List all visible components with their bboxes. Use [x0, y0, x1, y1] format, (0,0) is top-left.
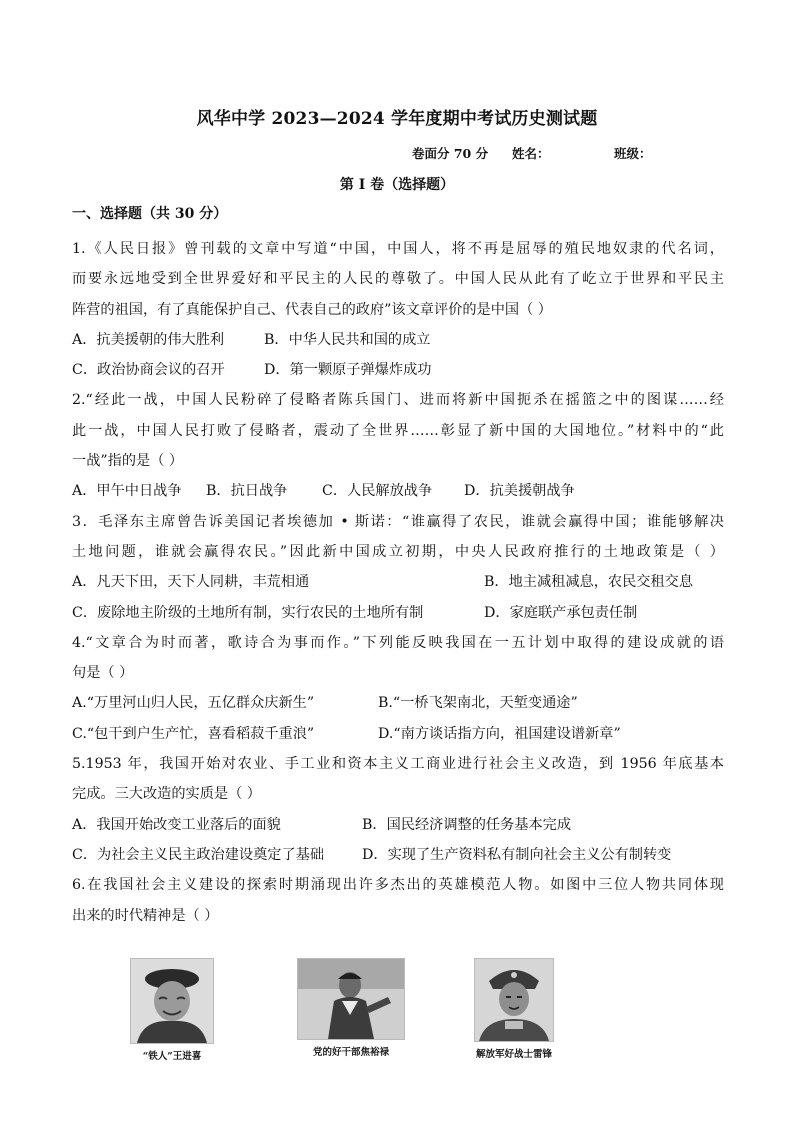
question-1-option-d: D．第一颗原子弹爆炸成功 [264, 362, 432, 379]
question-6-line-1: 6.在我国社会主义建设的探索时期涌现出许多杰出的英雄模范人物。如图中三位人物共同体现 [72, 877, 724, 894]
question-3-option-c: C．废除地主阶级的土地所有制，实行农民的土地所有制 [72, 604, 424, 621]
question-1-options-row-2 [72, 355, 724, 385]
question-1-options-row-1 [72, 325, 724, 355]
question-3-options-row-2 [72, 598, 724, 628]
question-1-option-a: A．抗美援朝的伟大胜利 [72, 331, 225, 348]
question-2-option-d: D．抗美援朝战争 [464, 483, 575, 500]
question-2-line-1: 2.“经此一战，中国人民粉碎了侵略者陈兵国门、进而将新中国扼杀在摇篮之中的图谋……经 [72, 392, 724, 409]
question-3-line-2: 土地问题，谁就会赢得农民。”因此新中国成立初期，中央人民政府推行的土地政策是（ ） [72, 543, 724, 560]
questions [72, 234, 724, 931]
question-1-line-3: 阵营的祖国，有了真能保护自己、代表自己的政府”该文章评价的是中国（ ） [72, 301, 552, 318]
caption-wang-jinxi: “铁人”王进喜 [142, 1051, 202, 1062]
question-5-line-1: 5.1953 年，我国开始对农业、手工业和资本主义工商业进行社会主义改造，到 1956 年底基本 [72, 756, 724, 773]
figure-lei-feng [474, 958, 554, 1060]
question-1-option-b: B．中华人民共和国的成立 [264, 331, 431, 348]
question-2-option-c: C．人民解放战争 [322, 483, 433, 500]
question-4-option-b: B.“一桥飞架南北，天堑变通途” [378, 695, 578, 712]
question-4-option-d: D.“南方谈话指方向，祖国建设谱新章” [378, 725, 621, 742]
question-5-option-c: C．为社会主义民主政治建设奠定了基础 [72, 846, 325, 863]
class-label: 班级： [614, 146, 652, 161]
question-6-line-2: 出来的时代精神是（ ） [72, 907, 219, 924]
question-1-option-c: C．政治协商会议的召开 [72, 362, 225, 379]
caption-lei-feng: 解放军好战士雷锋 [475, 1049, 552, 1060]
question-2-line-3: 一战”指的是（ ） [72, 453, 184, 470]
figure-wang-jinxi [130, 958, 214, 1062]
question-5-line-2: 完成。三大改造的实质是（ ） [72, 786, 261, 803]
question-5-option-b: B．国民经济调整的任务基本完成 [362, 816, 572, 833]
question-1-line-2: 而要永远地受到全世界爱好和平民主的人民的尊敬了。中国人民从此有了屹立于世界和平民主 [72, 271, 724, 288]
portrait-jiao-yulu-image [297, 958, 405, 1040]
name-label: 姓名： [512, 146, 550, 161]
portrait-wang-jinxi-image [130, 958, 214, 1044]
section-heading: 一、选择题（共 30 分） [72, 206, 228, 222]
question-3-line-1: 3．毛泽东主席曾告诉美国记者埃德加 • 斯诺：“谁赢得了农民，谁就会赢得中国；谁能够解决 [72, 513, 724, 530]
question-6-figures [130, 958, 630, 1068]
question-5-option-a: A．我国开始改变工业落后的面貌 [72, 816, 281, 833]
question-4-options-row-2 [72, 719, 724, 749]
exam-title: 风华中学 2023—2024 学年度期中考试历史测试题 [196, 109, 598, 129]
question-4-option-c: C.“包干到户生产忙，喜看稻菽千重浪” [72, 725, 315, 742]
question-2-option-b: B．抗日战争 [206, 483, 288, 500]
portrait-lei-feng-image [474, 958, 554, 1042]
question-5-options-row-1 [72, 810, 724, 840]
question-3-options-row-1 [72, 567, 724, 597]
score-label: 卷面分 70 分 [412, 146, 489, 161]
question-5-options-row-2 [72, 840, 724, 870]
question-2-line-2: 此一战，中国人民打败了侵略者，震动了全世界……彰显了新中国的大国地位。”材料中的“此 [72, 422, 724, 439]
figure-jiao-yulu [297, 958, 405, 1058]
question-4-line-2: 句是（ ） [72, 665, 134, 682]
question-1-line-1: 1.《人民日报》曾刊载的文章中写道“中国，中国人，将不再是屈辱的殖民地奴隶的代名词， [72, 241, 724, 257]
question-3-option-d: D．家庭联产承包责任制 [484, 604, 638, 621]
question-2-options-row [72, 476, 724, 506]
caption-jiao-yulu: 党的好干部焦裕禄 [312, 1047, 389, 1058]
volume-heading: 第 I 卷（选择题） [339, 177, 455, 193]
question-4-line-1: 4.“文章合为时而著，歌诗合为事而作。”下列能反映我国在一五计划中取得的建设成就的语 [72, 634, 724, 651]
question-4-option-a: A.“万里河山归人民，五亿群众庆新生” [72, 695, 315, 712]
question-3-option-a: A．凡天下田，天下人同耕，丰荒相通 [72, 574, 310, 591]
question-2-option-a: A．甲午中日战争 [72, 483, 182, 500]
question-3-option-b: B．地主减租减息，农民交租交息 [484, 574, 694, 591]
question-4-options-row-1 [72, 688, 724, 718]
question-5-option-d: D．实现了生产资料私有制向社会主义公有制转变 [362, 846, 672, 863]
